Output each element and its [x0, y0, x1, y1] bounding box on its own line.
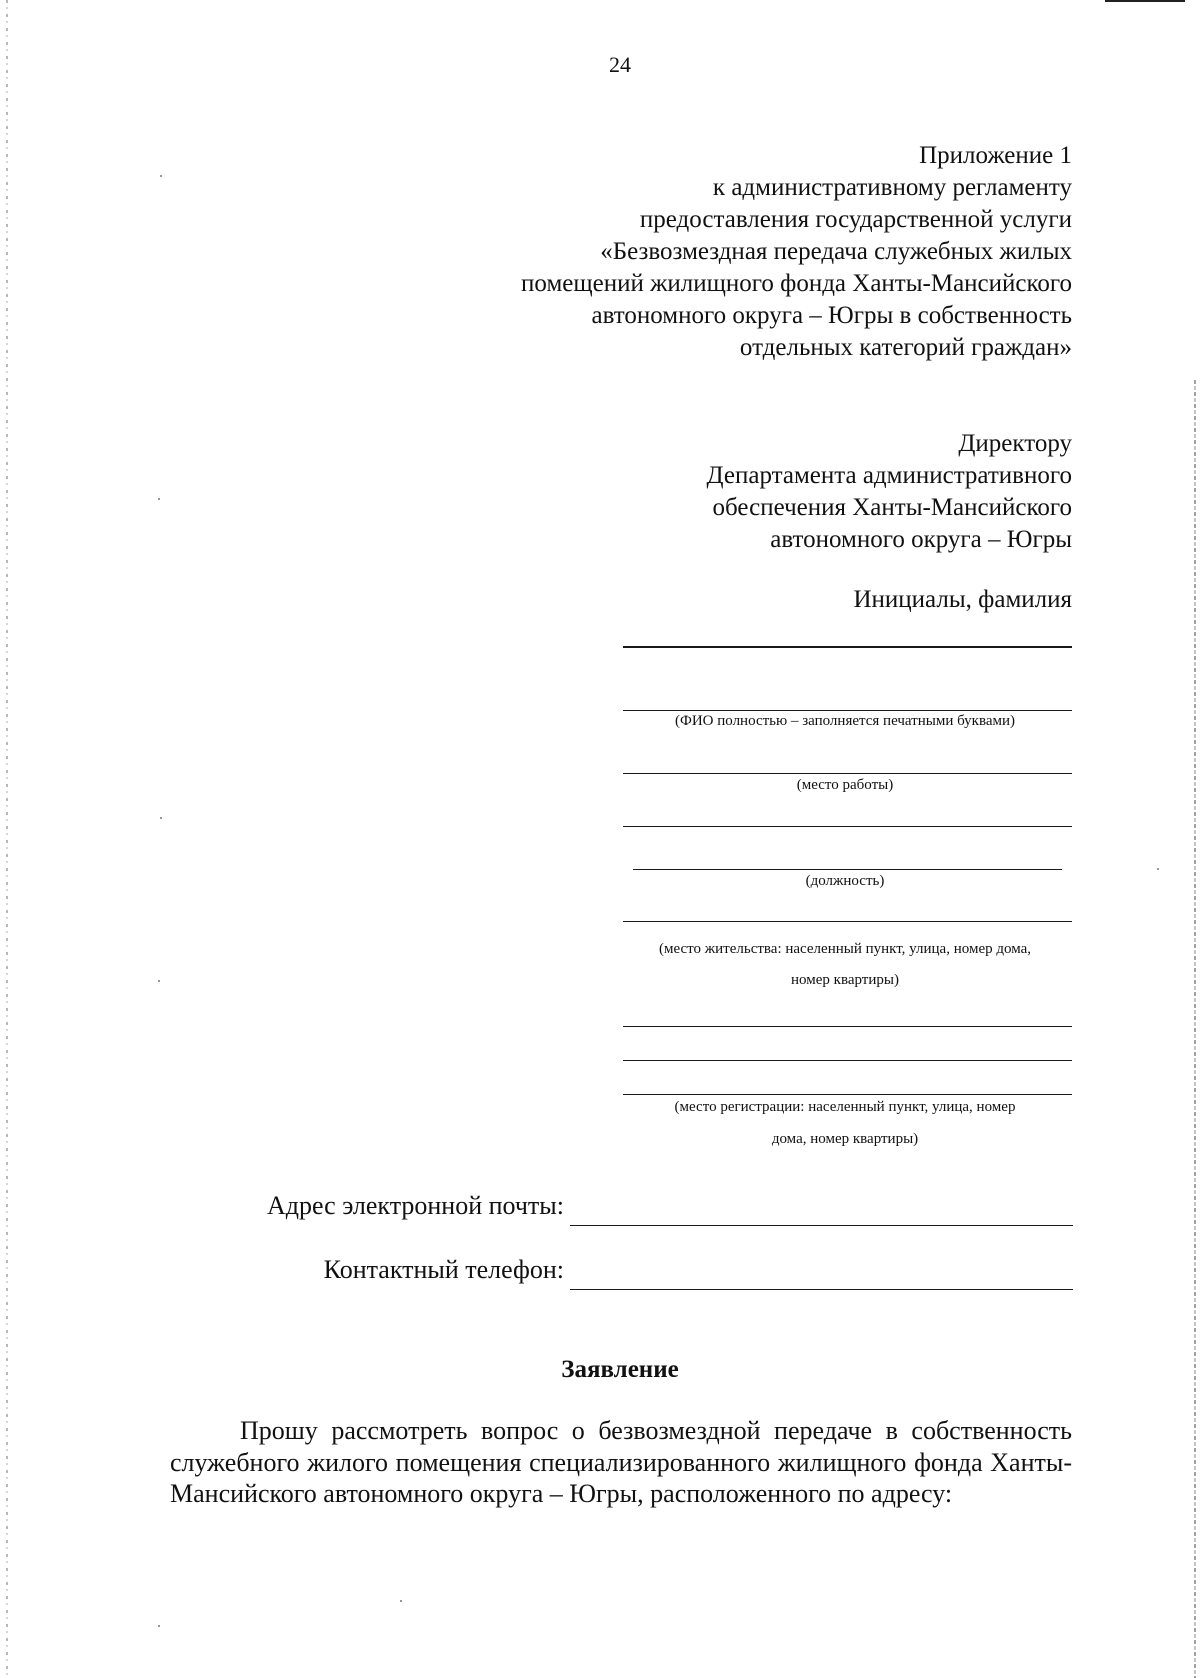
work-line-2[interactable]: [623, 826, 1072, 827]
appendix-line: Приложение 1: [919, 142, 1072, 169]
residence-caption-1: (место жительства: населенный пункт, улица, номер дома,: [658, 941, 1032, 957]
signatory-name: Инициалы, фамилия: [853, 586, 1072, 613]
applicant-line-1[interactable]: [623, 646, 1072, 648]
addressee-line: автономного округа – Югры: [770, 526, 1072, 553]
scan-speck: [158, 498, 160, 500]
phone-label: Контактный телефон:: [323, 1255, 564, 1284]
work-caption: (место работы): [796, 777, 894, 793]
position-caption: (должность): [805, 873, 885, 889]
scan-edge-right: [1194, 380, 1196, 1678]
statement-body: Прошу рассмотреть вопрос о безвозмездной передаче в собственность служебного жилого помещения специализированного жилищного фонда Ханты-Мансийского автономного округа – Югры, расположенного по адресу:: [170, 1416, 1072, 1508]
scan-speck: [158, 980, 160, 982]
appendix-line: отдельных категорий граждан»: [739, 334, 1072, 361]
registration-caption-1: (место регистрации: населенный пункт, улица, номер: [674, 1099, 1016, 1115]
scan-speck: [1157, 868, 1159, 870]
email-label: Адрес электронной почты:: [266, 1191, 564, 1220]
top-rule: [1105, 0, 1185, 2]
fio-caption: (ФИО полностью – заполняется печатными буквами): [674, 713, 1016, 729]
addressee-line: обеспечения Ханты-Мансийского: [712, 494, 1072, 521]
appendix-block: [521, 140, 1072, 364]
addressee-line: Директору: [958, 430, 1072, 457]
scan-speck: [160, 175, 162, 177]
email-field[interactable]: [570, 1225, 1073, 1226]
appendix-line: помещений жилищного фонда Ханты-Мансийского: [521, 270, 1072, 297]
registration-line-2[interactable]: [623, 1060, 1072, 1061]
residence-line[interactable]: [623, 921, 1072, 922]
registration-line-1[interactable]: [623, 1026, 1072, 1027]
residence-caption-2: номер квартиры): [791, 972, 899, 988]
appendix-line: к административному регламенту: [712, 174, 1072, 201]
phone-field[interactable]: [570, 1289, 1073, 1290]
registration-caption-2: дома, номер квартиры): [771, 1131, 919, 1147]
addressee-block: [707, 428, 1072, 556]
scan-speck: [400, 1600, 402, 1602]
scan-speck: [158, 1625, 160, 1627]
addressee-line: Департамента административного: [706, 462, 1072, 489]
scan-edge-left: [6, 0, 8, 1678]
scan-speck: [160, 817, 162, 819]
statement-title: Заявление: [561, 1356, 679, 1383]
appendix-line: предоставления государственной услуги: [639, 206, 1072, 233]
appendix-line: автономного округа – Югры в собственность: [591, 302, 1072, 329]
page-number: 24: [609, 52, 631, 77]
appendix-line: «Безвозмездная передача служебных жилых: [600, 238, 1072, 265]
